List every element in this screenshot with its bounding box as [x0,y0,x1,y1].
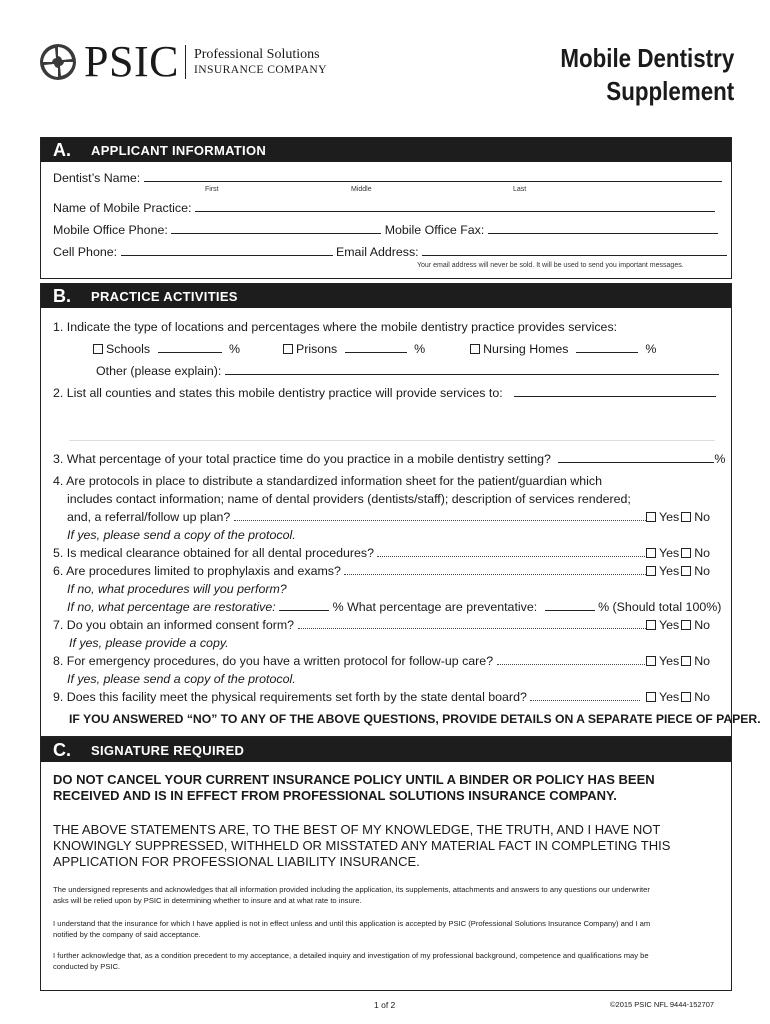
section-letter: A. [53,139,71,160]
schools-checkbox[interactable] [93,344,103,354]
form-code: ©2015 PSIC NFL 9444-152707 [610,1000,715,1009]
q8-yes-checkbox[interactable] [646,656,656,666]
q6-note-2-row [67,600,721,614]
prisons-label: Prisons [295,342,338,356]
logo-word: PSIC [84,37,179,86]
cancel-warning [53,772,655,804]
q4-line-1: 4. Are protocols in place to distribute a standardized information sheet for the patient/guardian which [53,474,602,488]
cell-phone-label: Cell Phone: [53,245,118,259]
title-line-1: Mobile Dentistry [560,43,734,73]
nursing-homes-checkbox[interactable] [470,344,480,354]
section-title: PRACTICE ACTIVITIES [91,288,238,304]
q9-yes-no [646,690,710,704]
q6-text: 6. Are procedures limited to prophylaxis and exams? [53,564,341,578]
q8-text: 8. For emergency procedures, do you have a written protocol for follow-up care? [53,654,494,668]
q8-row [53,654,649,668]
practice-name-label: Name of Mobile Practice: [53,201,192,215]
nursing-homes-pct-field[interactable] [576,342,638,353]
practice-name-row [53,201,715,215]
preventative-pct-field[interactable] [545,600,595,611]
cell-email-row [53,245,727,259]
logo-tagline [194,47,327,77]
prisons-checkbox[interactable] [283,344,293,354]
q6-yes-label: Yes [659,564,680,578]
section-header [41,738,731,762]
q7-yes-label: Yes [659,618,680,632]
q8-note: If yes, please send a copy of the protocol. [67,672,296,686]
q4-yes-no [646,510,710,524]
q4-note: If yes, please send a copy of the protocol. [67,528,296,542]
ack-paragraph-3 [53,950,649,972]
email-label: Email Address: [335,245,419,259]
q9-yes-checkbox[interactable] [646,692,656,702]
q9-leader [530,691,640,701]
dentist-name-label: Dentist’s Name: [53,171,141,185]
email-field[interactable] [422,245,727,256]
q6-preventative-label: % What percentage are preventative: [332,600,538,614]
truth-statement [53,822,670,870]
q6-yes-no [646,564,710,578]
prisons-pct-field[interactable] [345,342,407,353]
practice-name-field[interactable] [195,201,715,212]
q5-yes-checkbox[interactable] [646,548,656,558]
truth-statement-line-2: KNOWINGLY SUPPRESSED, WITHHELD OR MISSTATED ANY MATERIAL FACT IN COMPLETING THIS [53,838,671,853]
q3-row [53,452,725,466]
q5-no-label: No [694,546,711,560]
q9-text: 9. Does this facility meet the physical requirements set forth by the state dental board? [53,690,527,704]
truth-statement-line-3: APPLICATION FOR PROFESSIONAL LIABILITY INSURANCE. [53,854,420,869]
ack-paragraph-2 [53,918,650,940]
q8-leader [497,655,649,665]
q7-yes-checkbox[interactable] [646,620,656,630]
q9-no-label: No [694,690,711,704]
section-practice-activities [40,283,761,737]
q3-text: 3. What percentage of your total practice time do you practice in a mobile dentistry setting? [53,452,551,466]
office-fax-field[interactable] [488,223,718,234]
q2-text: 2. List all counties and states this mobile dentistry practice will provide services to: [53,386,503,400]
restorative-pct-field[interactable] [279,600,329,611]
q5-yes-label: Yes [659,546,680,560]
q6-total-note: % (Should total 100%) [598,600,722,614]
page-number: 1 of 2 [374,1000,396,1010]
q5-no-checkbox[interactable] [681,548,691,558]
ack-paragraph-1 [53,884,650,906]
section-header [41,284,731,308]
q6-yes-checkbox[interactable] [646,566,656,576]
office-phone-label: Mobile Office Phone: [53,223,168,237]
q6-no-label: No [694,564,711,578]
q6-restorative-label: If no, what percentage are restorative: [67,600,276,614]
logo-tagline-1: Professional Solutions [193,47,320,62]
q7-no-checkbox[interactable] [681,620,691,630]
section-title: APPLICANT INFORMATION [91,142,267,158]
other-row [96,364,719,378]
section-letter: C. [53,739,71,760]
psic-swirl-logo-icon [38,42,78,82]
q6-row [53,564,650,578]
office-phone-row [53,223,718,237]
q4-line-2: includes contact information; name of dental providers (dentists/staff); description of services rendered; [67,492,631,506]
q7-text: 7. Do you obtain an informed consent form? [53,618,295,632]
dentist-name-field[interactable] [144,171,722,182]
schools-pct-field[interactable] [158,342,222,353]
nursing-homes-label: Nursing Homes [483,342,569,356]
q4-line-3: and, a referral/follow up plan? [67,510,231,524]
office-phone-field[interactable] [171,223,381,234]
q8-no-checkbox[interactable] [681,656,691,666]
hint-last: Last [513,186,527,193]
hint-middle: Middle [351,186,372,193]
q1-options-row [93,342,656,356]
q1-text: 1. Indicate the type of locations and percentages where the mobile dentistry practice provides services: [53,320,618,334]
q5-row [53,546,649,560]
other-label: Other (please explain): [96,364,222,378]
ack-paragraph-2-line-2: notified by the company of said acceptance. [53,930,201,939]
q4-leader [234,511,646,521]
q3-pct-sign: % [714,452,726,466]
q3-field[interactable] [558,452,714,463]
section-title: SIGNATURE REQUIRED [91,742,245,758]
document-title [560,42,734,108]
q9-no-checkbox[interactable] [681,692,691,702]
nursing-homes-pct-sign: % [645,342,657,356]
q7-note: If yes, please provide a copy. [69,636,229,650]
q5-text: 5. Is medical clearance obtained for all dental procedures? [53,546,374,560]
cancel-warning-line-2: RECEIVED AND IS IN EFFECT FROM PROFESSIONAL SOLUTIONS INSURANCE COMPANY. [53,788,617,803]
q9-row [53,690,640,704]
q7-yes-no [646,618,710,632]
q4-yes-label: Yes [659,510,680,524]
section-applicant-information [40,137,732,279]
q2-extra-line[interactable] [69,440,715,441]
logo-divider [185,45,186,79]
q4-line-3-row [67,510,646,524]
title-line-2: Supplement [606,76,734,106]
q4-yes-checkbox[interactable] [646,512,656,522]
ack-paragraph-3-line-2: conducted by PSIC. [53,962,121,971]
q6-note-1: If no, what procedures will you perform? [67,582,287,596]
q4-no-label: No [694,510,711,524]
q4-no-checkbox[interactable] [681,512,691,522]
cancel-warning-line-1: DO NOT CANCEL YOUR CURRENT INSURANCE POLICY UNTIL A BINDER OR POLICY HAS BEEN [53,772,655,787]
q8-no-label: No [694,654,711,668]
q9-yes-label: Yes [659,690,680,704]
q8-yes-no [646,654,710,668]
office-fax-label: Mobile Office Fax: [384,223,485,237]
psic-logo [38,37,327,86]
prisons-pct-sign: % [414,342,426,356]
q7-row [53,618,656,632]
section-header [41,138,731,162]
other-field[interactable] [225,364,719,375]
q7-leader [298,619,656,629]
logo-tagline-2: INSURANCE COMPANY [193,63,327,76]
q2-field[interactable] [514,386,716,397]
schools-label: Schools [106,342,151,356]
section-signature-required [40,737,732,991]
no-answer-footnote: IF YOU ANSWERED “NO” TO ANY OF THE ABOVE QUESTIONS, PROVIDE DETAILS ON A SEPARATE PIECE OF PAPER. [69,712,761,726]
ack-paragraph-1-line-2: asks will be relied upon by PSIC in determining whether to insure and at what rate to insure. [53,896,362,905]
truth-statement-line-1: THE ABOVE STATEMENTS ARE, TO THE BEST OF MY KNOWLEDGE, THE TRUTH, AND I HAVE NOT [53,822,661,837]
cell-phone-field[interactable] [121,245,333,256]
email-note: Your email address will never be sold. It will be used to send you important messages. [417,262,684,269]
q2-row [53,386,716,400]
dentist-name-row [53,171,722,185]
schools-pct-sign: % [229,342,241,356]
section-letter: B. [53,285,71,306]
q5-leader [377,547,649,557]
q6-leader [344,565,650,575]
ack-paragraph-1-line-1: The undersigned represents and acknowledges that all information provided including the application, its supplements, attachments and answers to any questions our underwriter [53,885,650,894]
q7-no-label: No [694,618,711,632]
q5-yes-no [646,546,710,560]
ack-paragraph-2-line-1: I understand that the insurance for which I have applied is not in effect unless and until this application is accepted by PSIC (Professional Solutions Insurance Company) and I am [53,919,651,928]
hint-first: First [205,186,219,193]
q8-yes-label: Yes [659,654,680,668]
q6-no-checkbox[interactable] [681,566,691,576]
ack-paragraph-3-line-1: I further acknowledge that, as a condition precedent to my acceptance, a detailed inquiry and investigation of my professional background, competence and qualifications may be [53,951,649,960]
